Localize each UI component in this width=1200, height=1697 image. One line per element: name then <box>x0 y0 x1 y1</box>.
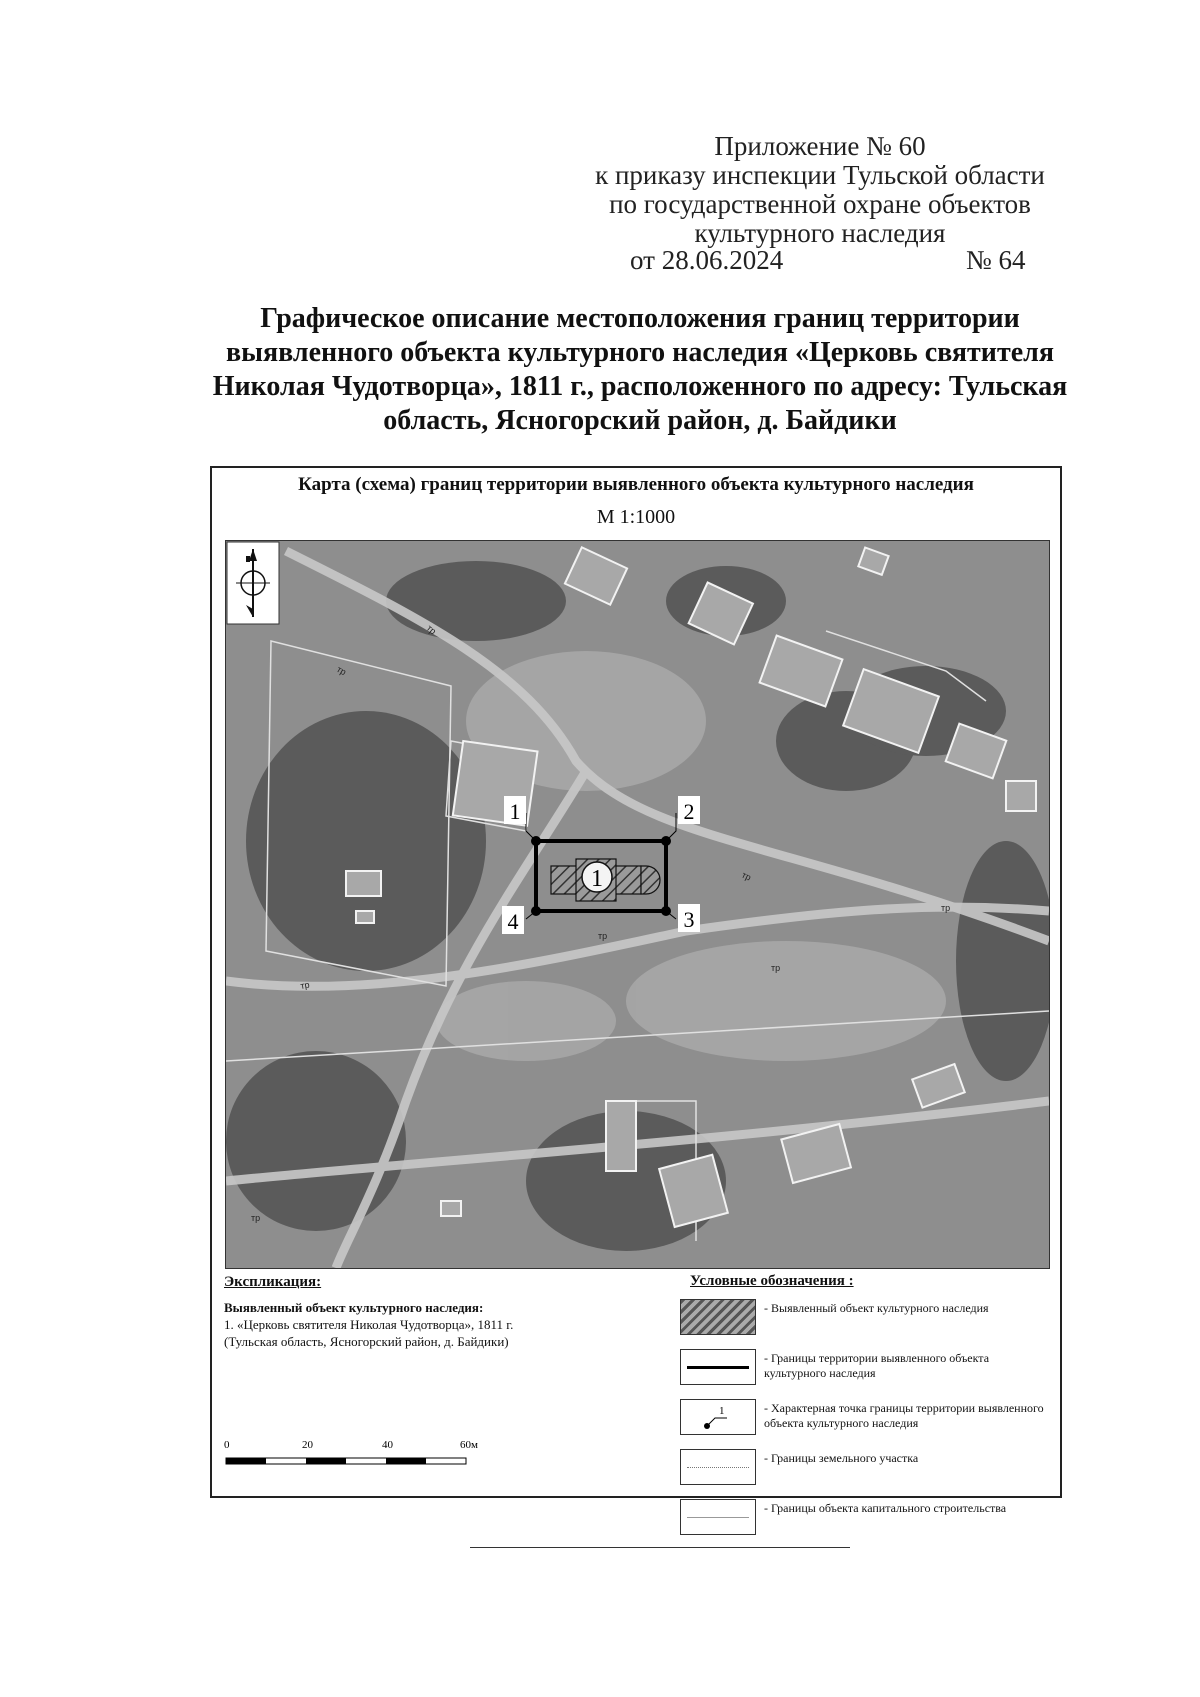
road-label: тр <box>424 622 439 637</box>
explication-address: (Тульская область, Ясногорский район, д. Байдики) <box>224 1334 509 1349</box>
appendix-header <box>560 132 1080 248</box>
road-label: тр <box>771 963 781 973</box>
appendix-line-4: культурного наследия <box>694 218 946 248</box>
explication-item: 1. «Церковь святителя Николая Чудотворца», 1811 г. <box>224 1317 514 1332</box>
legend-text: - Границы объекта капитального строительства <box>764 1501 1007 1515</box>
map-title: Карта (схема) границ территории выявленного объекта культурного наследия <box>298 474 974 495</box>
point-label-4: 4 <box>507 909 519 934</box>
scale-label-40: 40 <box>382 1439 393 1451</box>
signature-divider <box>470 1547 850 1548</box>
parcel-boundary-icon <box>680 1449 756 1485</box>
scale-label-60: 60м <box>460 1439 478 1451</box>
road-label: тр <box>740 869 753 883</box>
appendix-line-1: Приложение № 60 <box>714 131 926 161</box>
north-arrow-icon <box>227 542 279 624</box>
legend-item-building <box>680 1495 1050 1545</box>
road-label: тр <box>598 931 608 941</box>
scale-label-0: 0 <box>224 1439 230 1451</box>
legend-point-label: 1 <box>719 1405 725 1417</box>
hatch-symbol-icon <box>680 1299 756 1335</box>
legend-text: - Выявленный объект культурного наследия <box>764 1301 989 1315</box>
document-title: Графическое описание местоположения границ территории выявленного объекта культурного наследия «Церковь святителя Николая Чудотворца», 1811 г., расположенного по адресу: Тульская область, Ясногорский район, д. Байдики <box>212 303 1068 436</box>
road-label: тр <box>335 664 348 678</box>
legend-heading: Условные обозначения : <box>690 1273 854 1289</box>
legend-text: - Характерная точка границы территории выявленного объекта культурного наследия <box>764 1401 1044 1430</box>
road-label: тр <box>299 979 311 991</box>
point-label-3: 3 <box>683 907 695 932</box>
road-label: тр <box>941 903 951 913</box>
road-label: тр <box>251 1213 261 1223</box>
map-scale: М 1:1000 <box>596 506 676 528</box>
scale-bar <box>224 1436 484 1476</box>
order-number: № 64 <box>966 245 1026 275</box>
boundary-point-icon <box>680 1399 756 1435</box>
legend <box>680 1274 1050 1545</box>
appendix-line-2: к приказу инспекции Тульской области <box>595 160 1045 190</box>
point-label-2: 2 <box>683 799 695 824</box>
legend-item-land-parcel <box>680 1445 1050 1495</box>
legend-item-heritage-object <box>680 1295 1050 1345</box>
building-outline-icon <box>680 1499 756 1535</box>
explication <box>224 1274 664 1350</box>
order-date: от 28.06.2024 <box>630 245 784 275</box>
map-frame <box>210 466 1062 1515</box>
scale-label-20: 20 <box>302 1439 313 1451</box>
aerial-map <box>225 540 1050 1269</box>
object-number: 1 <box>591 866 603 892</box>
legend-text: - Границы территории выявленного объекта культурного наследия <box>764 1351 990 1380</box>
thick-boundary-icon <box>680 1349 756 1385</box>
legend-item-territory-boundary <box>680 1345 1050 1395</box>
legend-text: - Границы земельного участка <box>764 1451 919 1465</box>
object-number-marker <box>582 862 612 892</box>
explication-subheading: Выявленный объект культурного наследия: <box>224 1300 484 1315</box>
legend-item-boundary-point <box>680 1395 1050 1445</box>
point-label-1: 1 <box>509 799 521 824</box>
explication-heading: Экспликация: <box>224 1274 322 1290</box>
appendix-line-3: по государственной охране объектов <box>609 189 1031 219</box>
